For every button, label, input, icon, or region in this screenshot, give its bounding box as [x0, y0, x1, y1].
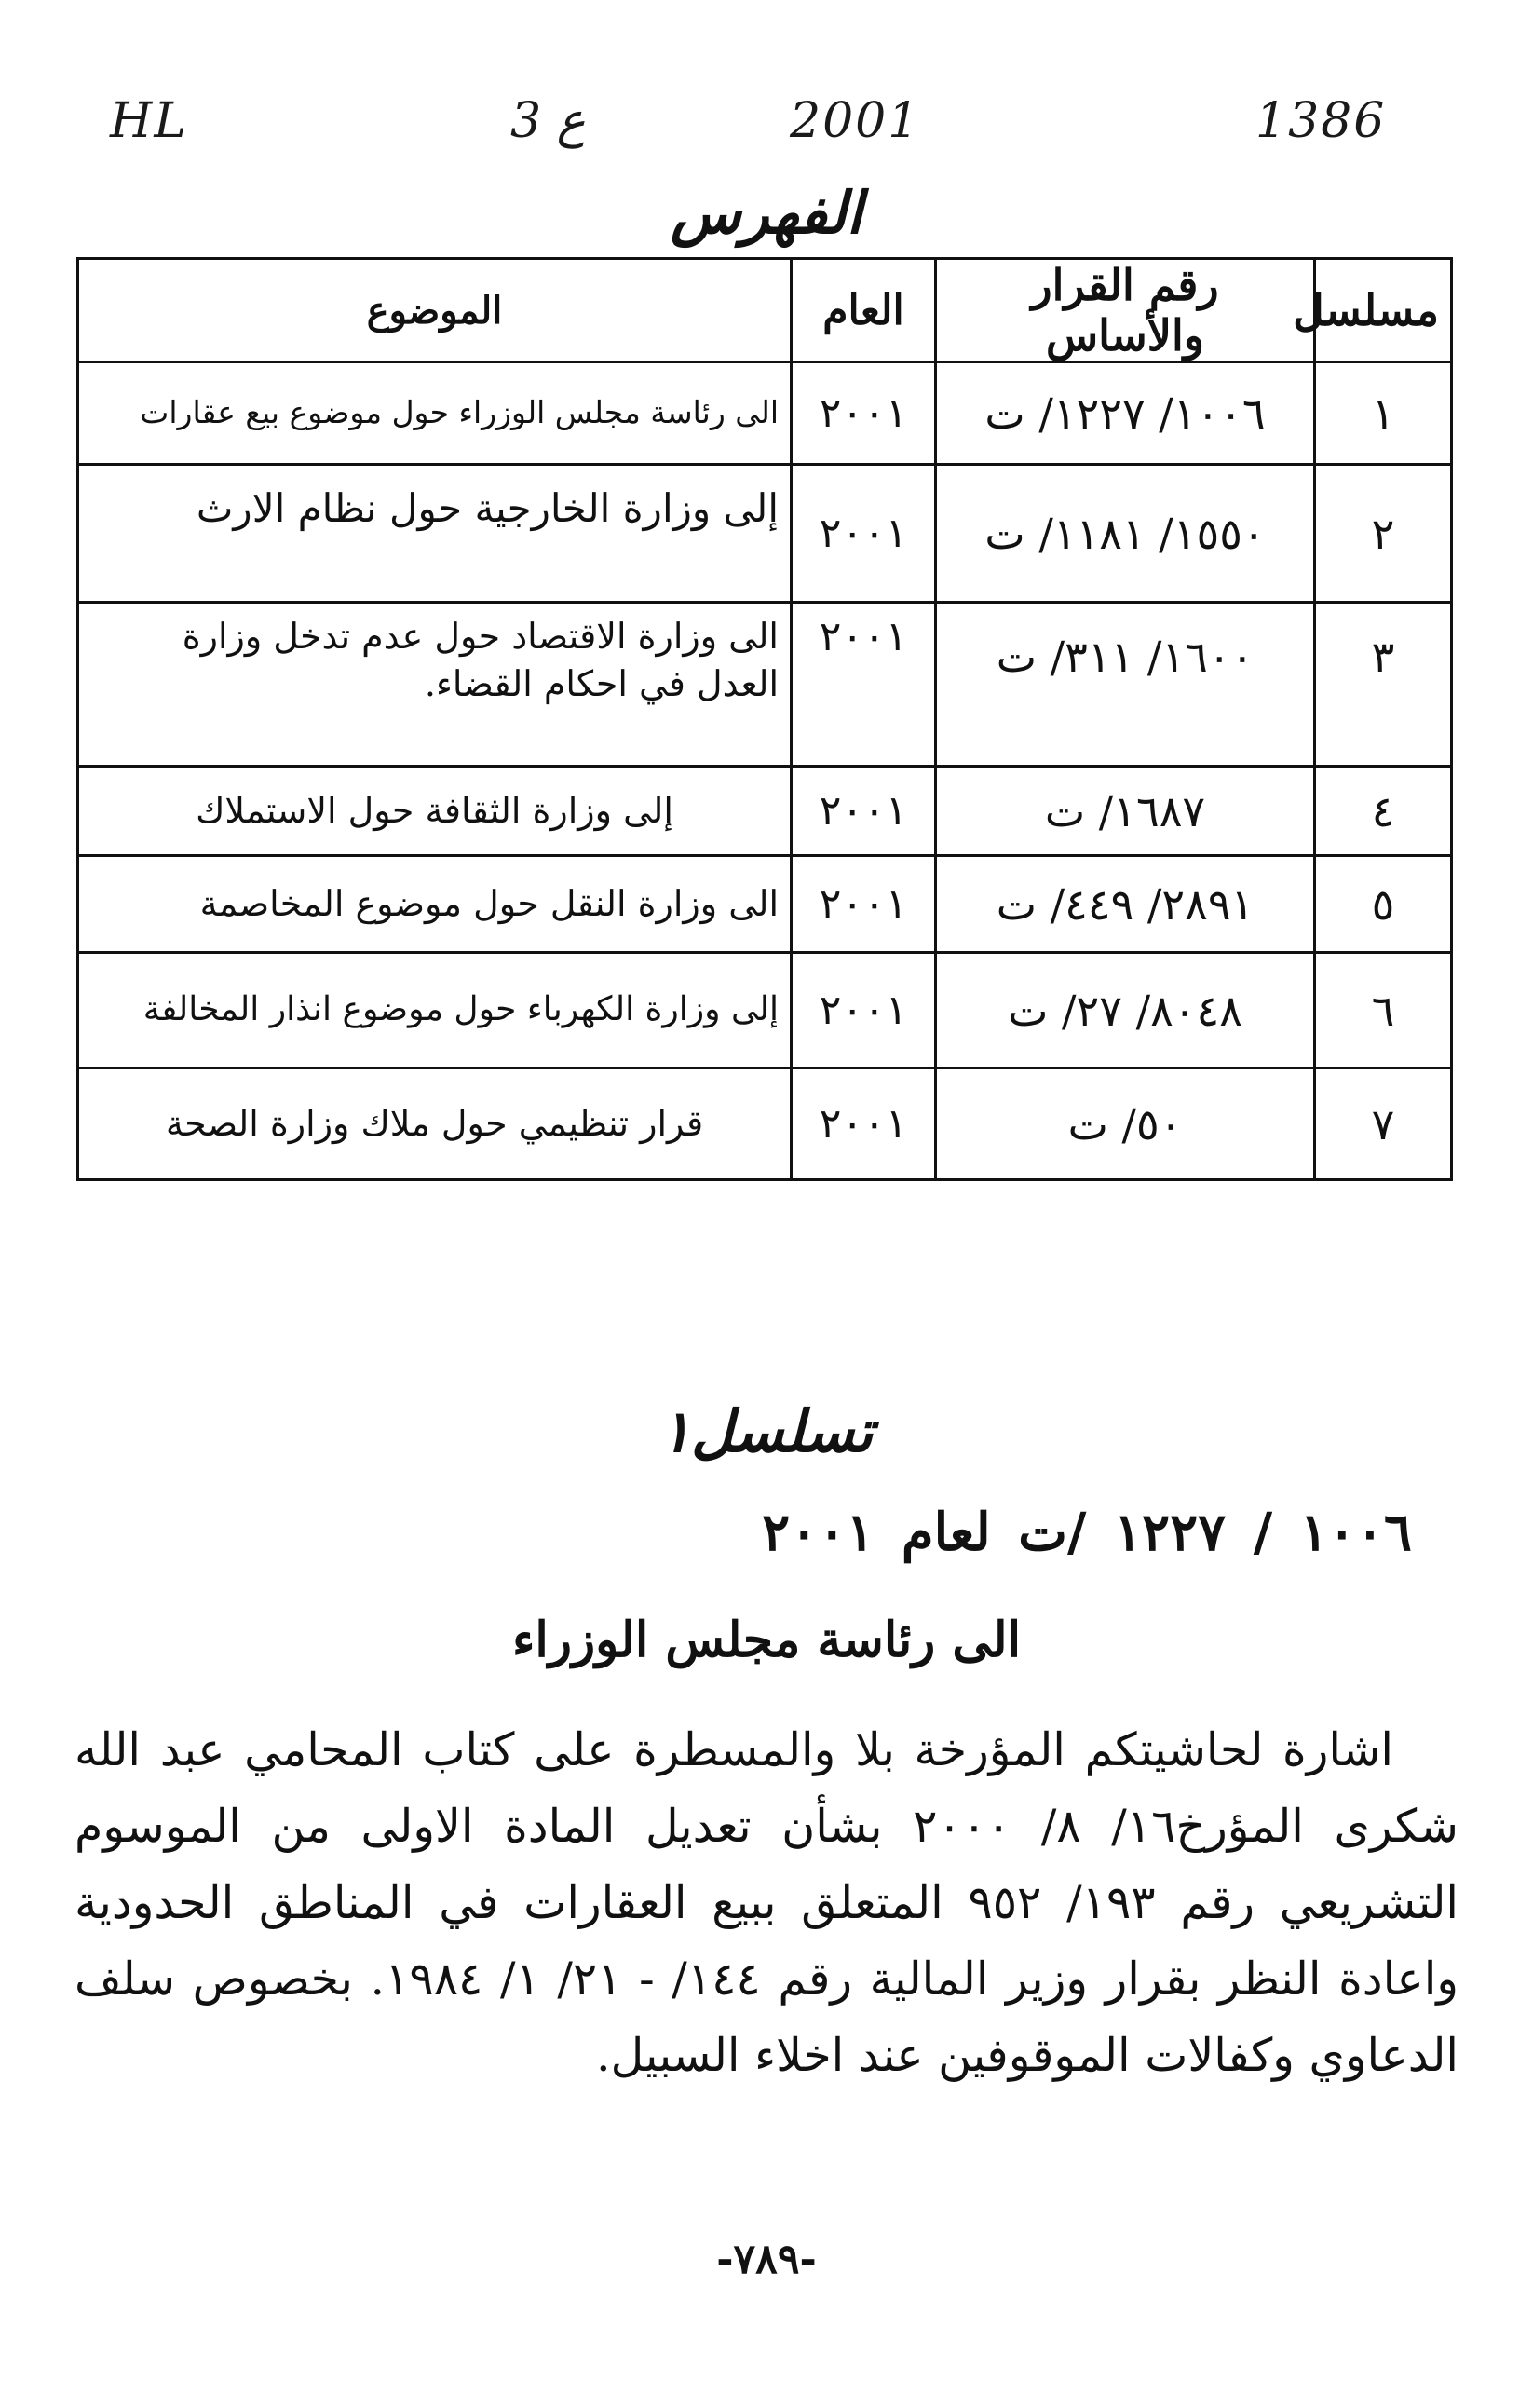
decision-reference: ١٠٠٦ / ١٢٢٧ /ت لعام ٢٠٠١ [762, 1502, 1412, 1563]
cell-decision: ٥٠/ ت [936, 1068, 1315, 1180]
handwritten-number: 1386 [1255, 93, 1387, 149]
table-row [78, 1068, 1452, 1180]
index-title: الفهرس [671, 179, 862, 247]
cell-year: ٢٠٠١ [792, 603, 936, 767]
cell-subject: إلى وزارة الكهرباء حول موضوع انذار المخالفة [78, 953, 792, 1068]
index-table-header-row [78, 259, 1452, 362]
table-row [78, 767, 1452, 856]
header-year: العام [792, 259, 936, 362]
handwritten-mark-center: 3 ع [510, 93, 586, 149]
cell-year: ٢٠٠١ [792, 767, 936, 856]
cell-year: ٢٠٠١ [792, 362, 936, 465]
cell-decision: ١٦٨٧/ ت [936, 767, 1315, 856]
addressee-heading: الى رئاسة مجلس الوزراء [511, 1612, 1022, 1668]
cell-serial: ٦ [1315, 953, 1452, 1068]
cell-year: ٢٠٠١ [792, 1068, 936, 1180]
cell-serial: ١ [1315, 362, 1452, 465]
cell-subject: الى وزارة الاقتصاد حول عدم تدخل وزارة العدل في احكام القضاء. [78, 603, 792, 767]
table-row [78, 362, 1452, 465]
cell-subject: الى رئاسة مجلس الوزراء حول موضوع بيع عقارات [78, 362, 792, 465]
cell-decision: ٨٠٤٨/ ٢٧/ ت [936, 953, 1315, 1068]
table-row [78, 603, 1452, 767]
cell-serial: ٤ [1315, 767, 1452, 856]
header-subject: الموضوع [78, 259, 792, 362]
index-table [76, 257, 1453, 1181]
cell-serial: ٢ [1315, 465, 1452, 603]
cell-decision: ١٥٥٠/ ١١٨١/ ت [936, 465, 1315, 603]
table-row [78, 465, 1452, 603]
cell-subject: إلى وزارة الخارجية حول نظام الارث [78, 465, 792, 603]
cell-year: ٢٠٠١ [792, 856, 936, 953]
cell-serial: ٥ [1315, 856, 1452, 953]
cell-serial: ٣ [1315, 603, 1452, 767]
table-row [78, 953, 1452, 1068]
header-serial: مسلسل [1315, 259, 1452, 362]
handwritten-mark-left: HL [110, 93, 188, 149]
cell-serial: ٧ [1315, 1068, 1452, 1180]
cell-year: ٢٠٠١ [792, 953, 936, 1068]
cell-decision: ٢٨٩١/ ٤٤٩/ ت [936, 856, 1315, 953]
page-number: -٧٨٩- [716, 2236, 817, 2283]
cell-decision: ١٠٠٦/ ١٢٢٧/ ت [936, 362, 1315, 465]
cell-subject: قرار تنظيمي حول ملاك وزارة الصحة [78, 1068, 792, 1180]
cell-decision: ١٦٠٠/ ٣١١/ ت [936, 603, 1315, 767]
handwritten-year: 2001 [790, 93, 921, 149]
section-title: تسلسل١ [659, 1397, 874, 1465]
cell-subject: الى وزارة النقل حول موضوع المخاصمة [78, 856, 792, 953]
header-decision: رقم القرار والأساس [936, 259, 1315, 362]
table-row [78, 856, 1452, 953]
cell-year: ٢٠٠١ [792, 465, 936, 603]
cell-subject: إلى وزارة الثقافة حول الاستملاك [78, 767, 792, 856]
body-paragraph: اشارة لحاشيتكم المؤرخة بلا والمسطرة على كتاب المحامي عبد الله شكرى المؤرخ١٦/ ٨/ ٢٠٠٠ بشأن تعديل المادة الاولى من الموسوم التشريعي رقم ١٩٣/ ٩٥٢ المتعلق ببيع العقارات في المناطق الحدودية واعادة النظر بقرار وزير المالية رقم ١٤٤/ - ٢١/ ١/ ١٩٨٤. بخصوص سلف الدعاوي وكفالات الموقوفين عند اخلاء السبيل. [75, 1723, 1459, 2082]
